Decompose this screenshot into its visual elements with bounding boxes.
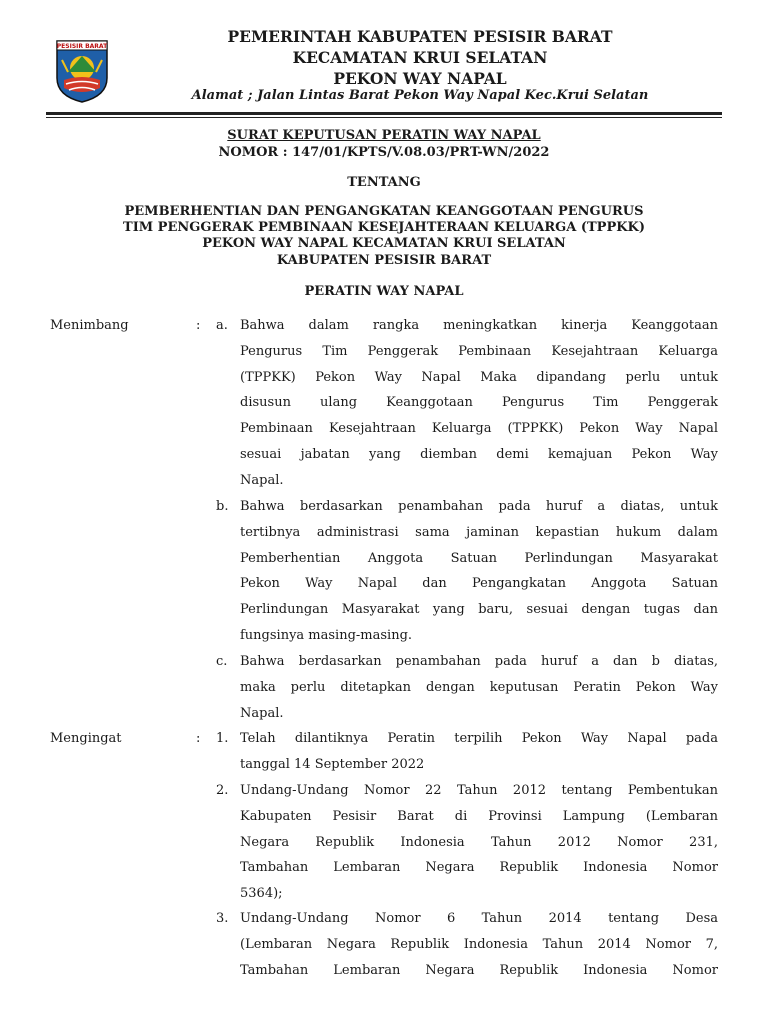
header-thick-rule bbox=[46, 112, 722, 115]
mengingat-marker-3: 3. bbox=[216, 911, 229, 926]
text-line: fungsinya masing-masing. bbox=[240, 627, 413, 643]
text-line: Bahwa berdasarkan penambahan pada huruf a diatas, untuk bbox=[240, 499, 718, 514]
subject-line-2: TIM PENGGERAK PEMBINAAN KESEJAHTERAAN KELUARGA (TPPKK) bbox=[123, 220, 645, 235]
decree-number: NOMOR : 147/01/KPTS/V.08.03/PRT-WN/2022 bbox=[218, 145, 550, 160]
menimbang-item-b bbox=[240, 494, 718, 649]
mengingat-item-3 bbox=[240, 906, 718, 983]
text-line: Undang-Undang Nomor 22 Tahun 2012 tentang Pembentukan bbox=[240, 783, 718, 798]
text-line: Bahwa berdasarkan penambahan pada huruf a dan b diatas, bbox=[240, 654, 718, 669]
header-district-name: KECAMATAN KRUI SELATAN bbox=[292, 48, 548, 67]
mengingat-marker-1: 1. bbox=[216, 731, 229, 746]
menimbang-marker-c: c. bbox=[216, 654, 228, 669]
text-line: Bahwa dalam rangka meningkatkan kinerja Keanggotaan bbox=[240, 318, 718, 333]
text-line: Pemberhentian Anggota Satuan Perlindungan Masyarakat bbox=[240, 550, 718, 566]
text-line: Undang-Undang Nomor 6 Tahun 2014 tentang Desa bbox=[240, 911, 718, 926]
text-line: Pengurus Tim Penggerak Pembinaan Kesejahtraan Keluarga bbox=[240, 343, 718, 359]
mengingat-colon: : bbox=[196, 731, 201, 746]
menimbang-label: Menimbang bbox=[50, 318, 129, 333]
menimbang-marker-a: a. bbox=[216, 318, 228, 333]
text-line: Tambahan Lembaran Negara Republik Indonesia Nomor bbox=[240, 860, 718, 876]
text-line: (Lembaran Negara Republik Indonesia Tahun 2014 Nomor 7, bbox=[240, 936, 718, 952]
text-line: tertibnya administrasi sama jaminan kepastian hukum dalam bbox=[240, 524, 718, 540]
text-line: tanggal 14 September 2022 bbox=[240, 756, 425, 772]
subject-line-1: PEMBERHENTIAN DAN PENGANGKATAN KEANGGOTAAN PENGURUS bbox=[124, 204, 644, 219]
header-government-name: PEMERINTAH KABUPATEN PESISIR BARAT bbox=[227, 27, 613, 46]
text-line: Telah dilantiknya Peratin terpilih Pekon Way Napal pada bbox=[240, 731, 718, 746]
text-line: (TPPKK) Pekon Way Napal Maka dipandang perlu untuk bbox=[240, 369, 718, 385]
menimbang-colon: : bbox=[196, 318, 201, 333]
subject-line-3: PEKON WAY NAPAL KECAMATAN KRUI SELATAN bbox=[202, 236, 566, 251]
mengingat-label: Mengingat bbox=[50, 731, 122, 746]
text-line: Kabupaten Pesisir Barat di Provinsi Lampung (Lembaran bbox=[240, 808, 718, 824]
logo-text: PESISIR BARAT bbox=[56, 43, 108, 50]
text-line: Pekon Way Napal dan Pengangkatan Anggota Satuan bbox=[240, 576, 718, 592]
text-line: 5364); bbox=[240, 886, 283, 902]
text-line: maka perlu ditetapkan dengan keputusan Peratin Pekon Way bbox=[240, 679, 718, 695]
menimbang-item-c bbox=[240, 649, 718, 726]
text-line: Perlindungan Masyarakat yang baru, sesuai dengan tugas dan bbox=[240, 602, 718, 618]
menimbang-item-a bbox=[240, 313, 718, 494]
decree-title: SURAT KEPUTUSAN PERATIN WAY NAPAL bbox=[227, 128, 541, 143]
header-thin-rule bbox=[46, 117, 722, 118]
text-line: Negara Republik Indonesia Tahun 2012 Nomor 231, bbox=[240, 834, 718, 850]
text-line: sesuai jabatan yang diemban demi kemajuan Pekon Way bbox=[240, 446, 718, 462]
menimbang-marker-b: b. bbox=[216, 499, 229, 514]
text-line: Napal. bbox=[240, 705, 284, 721]
mengingat-marker-2: 2. bbox=[216, 783, 229, 798]
text-line: Pembinaan Kesejahtraan Keluarga (TPPKK) Pekon Way Napal bbox=[240, 421, 718, 437]
header-address: Alamat ; Jalan Lintas Barat Pekon Way Napal Kec.Krui Selatan bbox=[191, 88, 649, 103]
header-village-name: PEKON WAY NAPAL bbox=[333, 69, 507, 88]
official-heading: PERATIN WAY NAPAL bbox=[304, 284, 464, 299]
subject-line-4: KABUPATEN PESISIR BARAT bbox=[276, 253, 492, 268]
text-line: disusun ulang Keanggotaan Pengurus Tim Penggerak bbox=[240, 395, 718, 411]
text-line: Tambahan Lembaran Negara Republik Indonesia Nomor bbox=[240, 962, 718, 978]
tentang-heading: TENTANG bbox=[347, 175, 421, 190]
mengingat-item-1 bbox=[240, 726, 718, 778]
regency-emblem-logo bbox=[54, 38, 110, 104]
text-line: Napal. bbox=[240, 472, 284, 488]
mengingat-item-2 bbox=[240, 778, 718, 907]
